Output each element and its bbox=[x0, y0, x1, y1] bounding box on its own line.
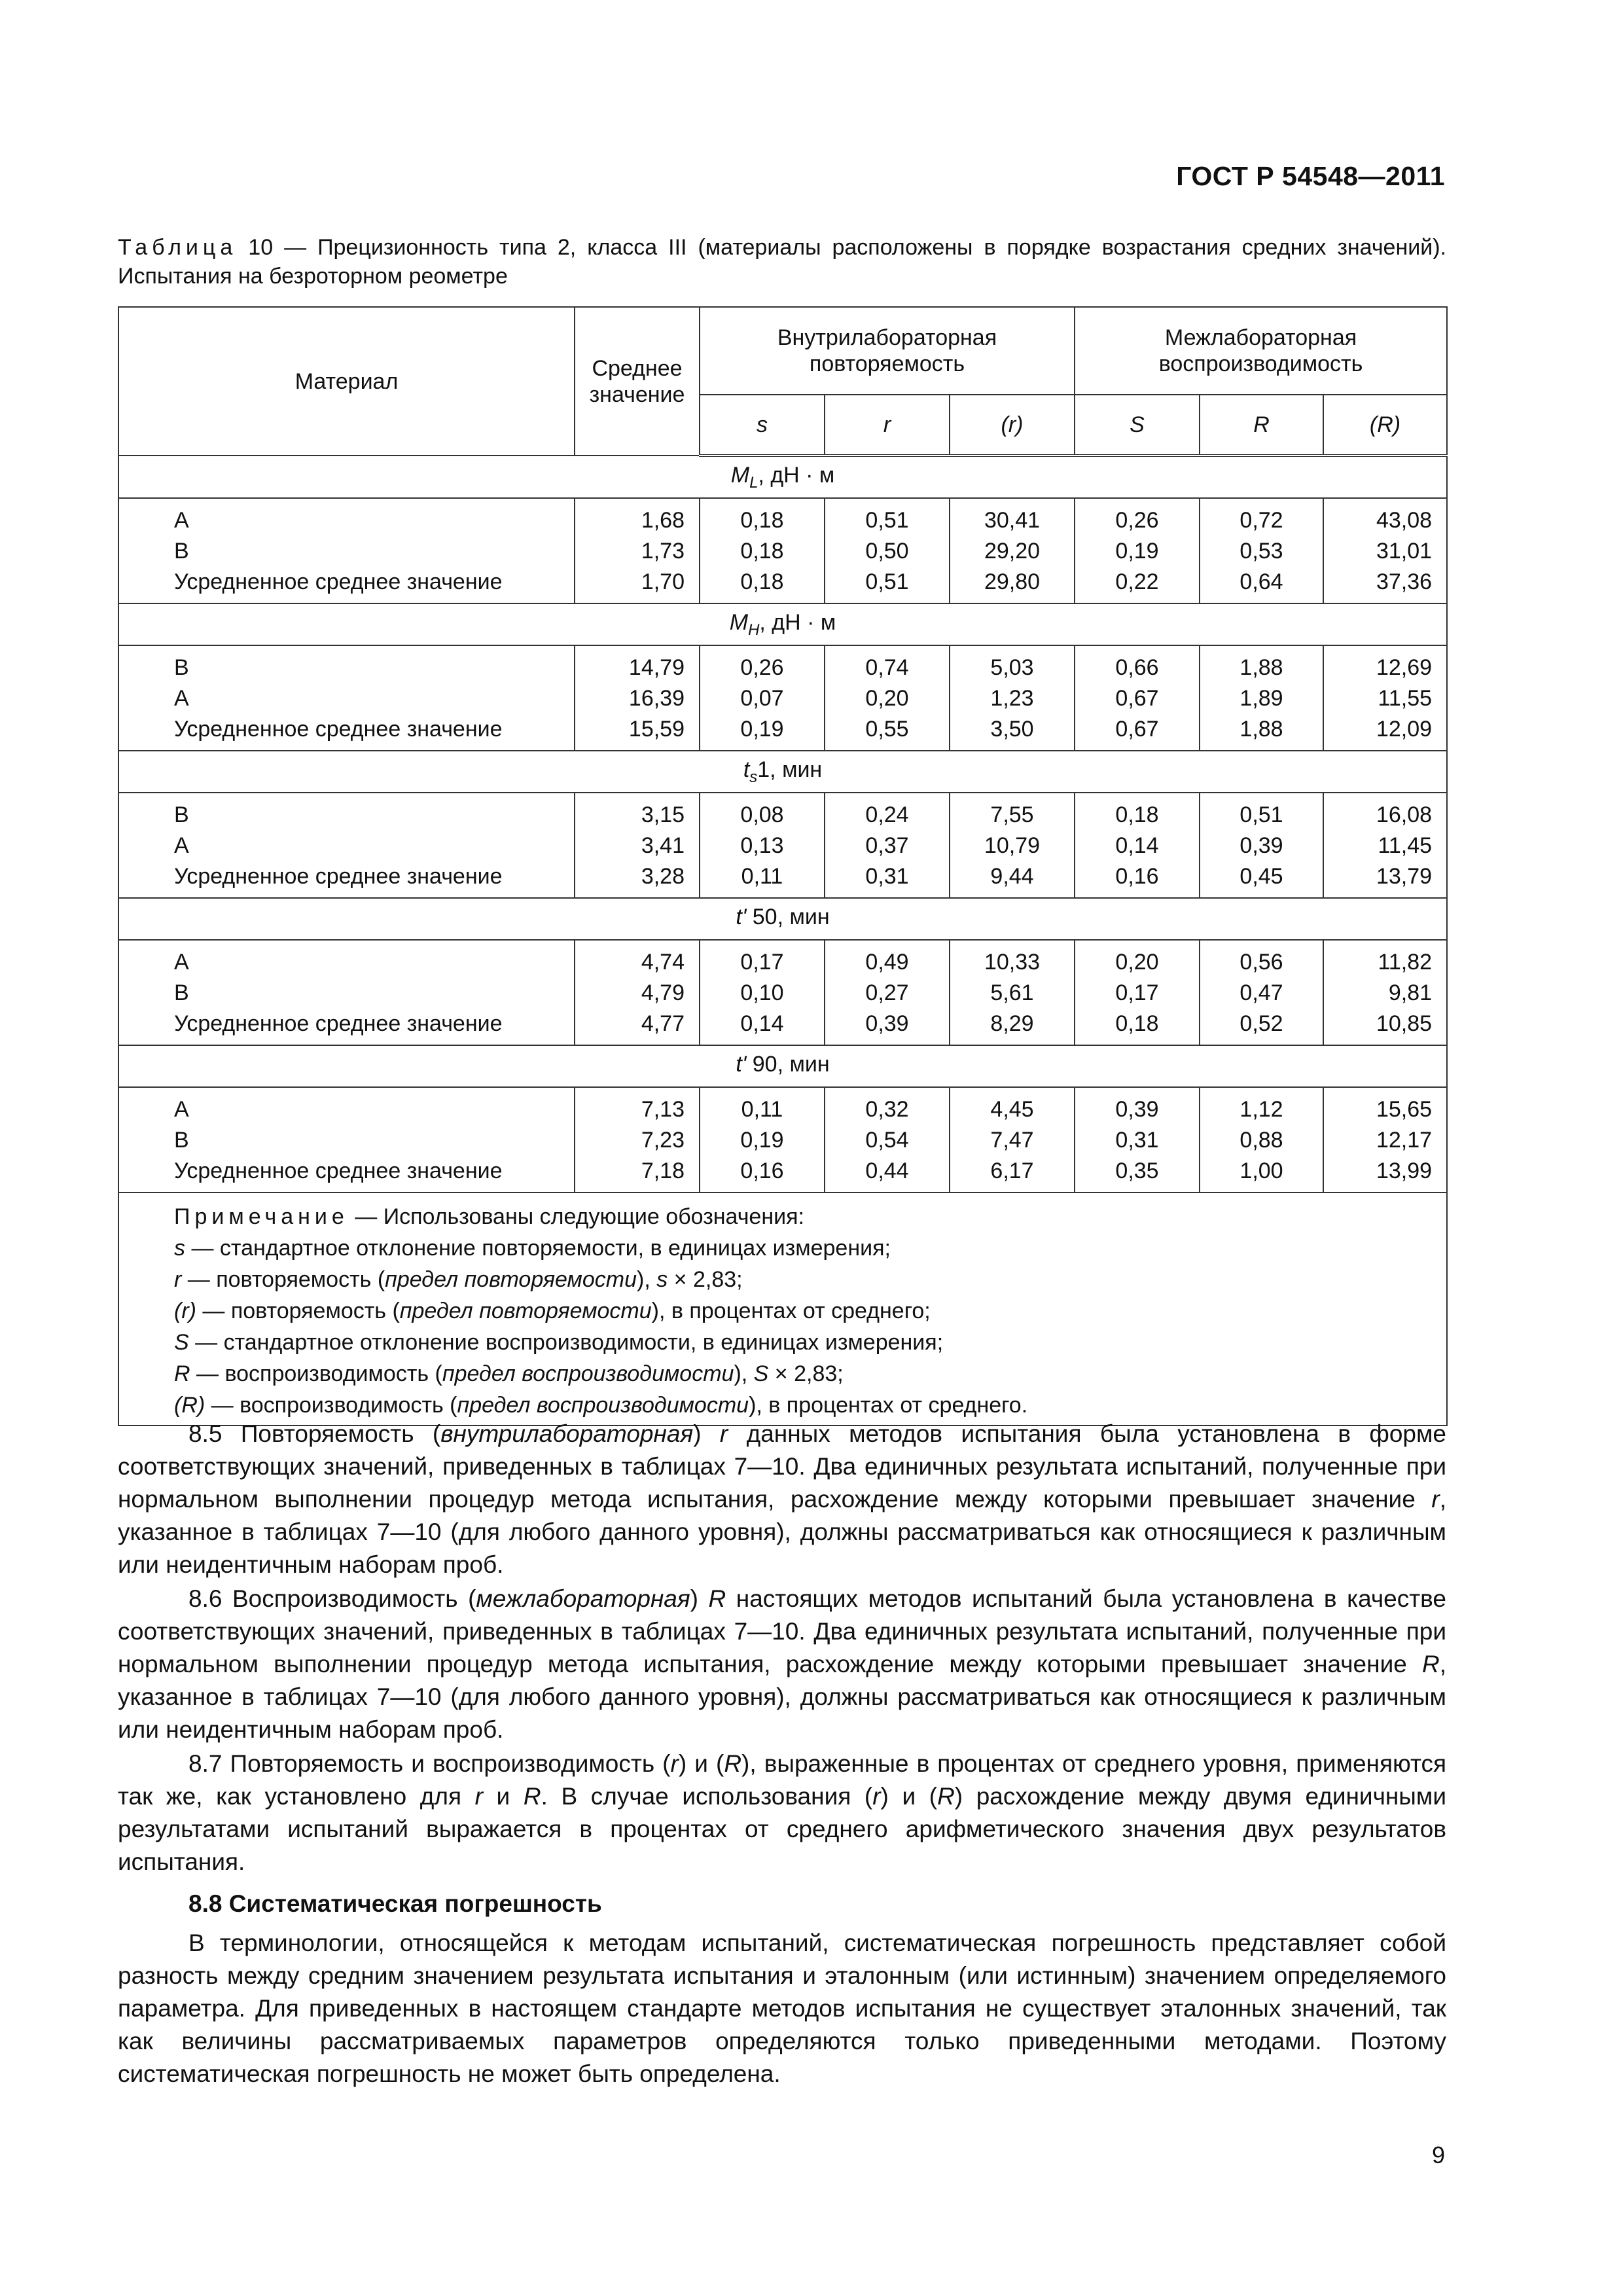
header-r-percent: (r) bbox=[950, 395, 1075, 456]
cell-s: 0,08 bbox=[740, 802, 784, 827]
p85-symbol-r: r bbox=[719, 1420, 728, 1447]
cell-r-percent-column bbox=[950, 1087, 1075, 1193]
cell-mean-column bbox=[575, 1087, 700, 1193]
p85-symbol-r2: r bbox=[1431, 1486, 1440, 1513]
cell-R-percent: 12,69 bbox=[1376, 655, 1433, 680]
section-title bbox=[118, 456, 1447, 498]
cell-material: А bbox=[174, 508, 189, 533]
cell-material-column bbox=[118, 793, 575, 898]
section-header-row bbox=[118, 603, 1447, 645]
cell-s: 0,10 bbox=[740, 980, 784, 1005]
cell-r-percent: 30,41 bbox=[984, 508, 1041, 533]
cell-material-column bbox=[118, 498, 575, 603]
p86-italic: межлабораторная bbox=[476, 1585, 690, 1612]
section-title-symbol: M bbox=[730, 462, 750, 488]
cell-s: 0,26 bbox=[740, 655, 784, 680]
cell-S: 0,22 bbox=[1115, 569, 1159, 594]
cell-r-percent: 3,50 bbox=[990, 717, 1034, 742]
cell-r-percent: 10,79 bbox=[984, 833, 1041, 858]
p85-italic: внутрилабораторная bbox=[440, 1420, 694, 1447]
cell-R: 0,88 bbox=[1240, 1128, 1283, 1153]
cell-R-column bbox=[1200, 1087, 1323, 1193]
cell-R: 0,72 bbox=[1240, 508, 1283, 533]
cell-material-column bbox=[118, 940, 575, 1045]
cell-r: 0,44 bbox=[865, 1158, 909, 1183]
cell-S: 0,14 bbox=[1115, 833, 1159, 858]
cell-S: 0,31 bbox=[1115, 1128, 1159, 1153]
cell-material: В bbox=[174, 802, 189, 827]
cell-r-percent: 4,45 bbox=[990, 1097, 1034, 1122]
cell-S-column bbox=[1075, 793, 1200, 898]
cell-s-column bbox=[700, 645, 825, 751]
cell-mean-column bbox=[575, 498, 700, 603]
note-text: ), bbox=[734, 1361, 754, 1386]
note-symbol: r bbox=[174, 1267, 182, 1292]
note-intro bbox=[174, 1201, 1446, 1232]
cell-mean-column bbox=[575, 645, 700, 751]
cell-mean: 3,15 bbox=[641, 802, 685, 827]
cell-material: Усредненное среднее значение bbox=[174, 1011, 503, 1036]
section-title bbox=[118, 1045, 1447, 1087]
cell-R-percent: 37,36 bbox=[1376, 569, 1433, 594]
cell-S-column bbox=[1075, 940, 1200, 1045]
cell-r-percent-column bbox=[950, 645, 1075, 751]
cell-R-percent: 11,45 bbox=[1378, 833, 1433, 858]
body-text bbox=[118, 1418, 1446, 2090]
note-symbol: s bbox=[656, 1267, 668, 1292]
p87-symbol-R2: R bbox=[523, 1783, 541, 1810]
cell-s: 0,19 bbox=[740, 1128, 784, 1153]
cell-S: 0,20 bbox=[1115, 950, 1159, 975]
p87-text-b: ) и ( bbox=[678, 1750, 724, 1777]
note-italic: предел воспроизводимости bbox=[442, 1361, 734, 1386]
cell-R: 1,12 bbox=[1240, 1097, 1283, 1122]
cell-R-percent: 43,08 bbox=[1376, 508, 1433, 533]
paragraph-8-7 bbox=[118, 1748, 1446, 1878]
cell-R: 0,52 bbox=[1240, 1011, 1283, 1036]
cell-r-column bbox=[825, 645, 950, 751]
table-note bbox=[118, 1193, 1447, 1426]
cell-mean: 7,13 bbox=[641, 1097, 685, 1122]
cell-mean: 1,73 bbox=[641, 539, 685, 564]
paragraph-8-8: В терминологии, относящейся к методам испытаний, систематическая погрешность представляет собой разность между средним значением результата испытания и эталонным (или истинным) значением определяемого параметра. Для приведенных в настоящем стандарте методов испытания не существует эталонных значений, так как величины рассматриваемых параметров определяются только приведенными методами. Поэтому систематическая погрешность не может быть определена. bbox=[118, 1929, 1446, 2087]
cell-mean: 7,18 bbox=[641, 1158, 685, 1183]
cell-s: 0,18 bbox=[740, 508, 784, 533]
p87-symbol-R: R bbox=[724, 1750, 742, 1777]
note-text: ), в процентах от среднего. bbox=[749, 1393, 1028, 1418]
p87-symbol-R3: R bbox=[937, 1783, 955, 1810]
cell-R-percent: 31,01 bbox=[1376, 539, 1433, 564]
cell-S: 0,67 bbox=[1115, 686, 1159, 711]
note-intro-text: — Использованы следующие обозначения: bbox=[348, 1204, 804, 1229]
cell-R-percent-column bbox=[1323, 645, 1447, 751]
section-title-subscript: H bbox=[748, 620, 760, 639]
p85-text-c: данных методов испытания была установлена в форме соответствующих значений, приведенных в таблицах 7—10. Два единичных результата испытаний, полученные при нормальном выполнении процедур метода испытания, расхождение между которыми превышает значение bbox=[118, 1420, 1446, 1513]
cell-s-column bbox=[700, 940, 825, 1045]
cell-r: 0,32 bbox=[865, 1097, 909, 1122]
cell-r-column bbox=[825, 498, 950, 603]
note-label: Примечание bbox=[174, 1204, 349, 1229]
cell-S: 0,67 bbox=[1115, 717, 1159, 742]
cell-mean: 4,74 bbox=[641, 950, 685, 975]
p85-text-b: ) bbox=[693, 1420, 720, 1447]
cell-mean: 4,77 bbox=[641, 1011, 685, 1036]
cell-R-column bbox=[1200, 793, 1323, 898]
p87-symbol-r2: r bbox=[474, 1783, 483, 1810]
cell-R: 1,00 bbox=[1240, 1158, 1283, 1183]
page-number: 9 bbox=[1431, 2142, 1445, 2168]
document-code: ГОСТ Р 54548—2011 bbox=[1176, 161, 1445, 191]
p85-text-d: , указанное в таблицах 7—10 (для любого данного уровня), должны рассматриваться как относящиеся к различным или неидентичным наборам проб. bbox=[118, 1486, 1446, 1578]
cell-S: 0,17 bbox=[1115, 980, 1159, 1005]
cell-R: 0,64 bbox=[1240, 569, 1283, 594]
cell-s: 0,19 bbox=[740, 717, 784, 742]
cell-mean-column bbox=[575, 793, 700, 898]
cell-mean: 1,68 bbox=[641, 508, 685, 533]
section-title bbox=[118, 898, 1447, 940]
cell-mean: 3,28 bbox=[641, 864, 685, 889]
cell-R: 1,89 bbox=[1240, 686, 1283, 711]
cell-r: 0,27 bbox=[865, 980, 909, 1005]
p86-symbol-R2: R bbox=[1421, 1651, 1440, 1677]
p87-symbol-r: r bbox=[670, 1750, 679, 1777]
cell-material: В bbox=[174, 539, 189, 564]
precision-table bbox=[118, 306, 1448, 1426]
cell-r-percent: 5,61 bbox=[990, 980, 1034, 1005]
cell-material: Усредненное среднее значение bbox=[174, 717, 503, 742]
cell-r: 0,50 bbox=[865, 539, 909, 564]
section-title-unit: , дН · м bbox=[759, 609, 836, 635]
cell-r: 0,49 bbox=[865, 950, 909, 975]
cell-s: 0,13 bbox=[740, 833, 784, 858]
cell-R: 0,53 bbox=[1240, 539, 1283, 564]
cell-mean: 7,23 bbox=[641, 1128, 685, 1153]
cell-R-percent: 12,17 bbox=[1376, 1128, 1433, 1153]
cell-S: 0,66 bbox=[1115, 655, 1159, 680]
table-row-group bbox=[118, 645, 1447, 751]
note-text: — стандартное отклонение повторяемости, в единицах измерения; bbox=[185, 1236, 891, 1261]
header-R: R bbox=[1200, 395, 1323, 456]
note-text: ), в процентах от среднего; bbox=[651, 1299, 931, 1323]
note-italic: предел воспроизводимости bbox=[457, 1393, 749, 1418]
p86-text-b: ) bbox=[690, 1585, 709, 1612]
note-line bbox=[174, 1295, 1446, 1327]
note-italic: предел повторяемости bbox=[399, 1299, 652, 1323]
note-line bbox=[174, 1390, 1446, 1421]
note-line bbox=[174, 1232, 1446, 1264]
cell-r-percent-column bbox=[950, 793, 1075, 898]
cell-r-column bbox=[825, 1087, 950, 1193]
section-title-symbol: t bbox=[743, 757, 750, 782]
note-text: — воспроизводимость ( bbox=[190, 1361, 442, 1386]
section-title-subscript: L bbox=[749, 473, 758, 492]
section-title-symbol: t' bbox=[736, 1051, 747, 1077]
cell-R-percent: 10,85 bbox=[1376, 1011, 1433, 1036]
cell-mean: 14,79 bbox=[628, 655, 685, 680]
cell-s: 0,17 bbox=[740, 950, 784, 975]
cell-R: 0,45 bbox=[1240, 864, 1283, 889]
cell-R-column bbox=[1200, 645, 1323, 751]
p86-text-c: настоящих методов испытаний была установлена в качестве соответствующих значений, приведенных в таблицах 7—10. Два единичных результата испытаний, полученные при нормальном выполнении процедур метода испытания, расхождение между которыми превышает значение bbox=[118, 1585, 1446, 1677]
cell-r: 0,37 bbox=[865, 833, 909, 858]
section-title-subscript: s bbox=[749, 768, 758, 786]
cell-R-percent: 13,99 bbox=[1376, 1158, 1433, 1183]
cell-s: 0,18 bbox=[740, 539, 784, 564]
cell-s-column bbox=[700, 793, 825, 898]
header-mean: Среднее значение bbox=[575, 307, 700, 456]
table-row-group bbox=[118, 1087, 1447, 1193]
section-title-symbol: t' bbox=[736, 904, 747, 929]
table-body bbox=[118, 456, 1447, 1193]
cell-R-percent: 11,82 bbox=[1378, 950, 1433, 975]
cell-r-percent: 29,80 bbox=[984, 569, 1041, 594]
cell-r: 0,55 bbox=[865, 717, 909, 742]
note-text: × 2,83; bbox=[668, 1267, 743, 1292]
cell-r-percent: 8,29 bbox=[990, 1011, 1034, 1036]
section-header-row bbox=[118, 456, 1447, 498]
cell-mean: 16,39 bbox=[628, 686, 685, 711]
p85-text-a: 8.5 Повторяемость ( bbox=[188, 1420, 441, 1447]
section-header-row bbox=[118, 751, 1447, 793]
cell-material: В bbox=[174, 655, 189, 680]
p87-symbol-r3: r bbox=[872, 1783, 881, 1810]
cell-R-percent: 13,79 bbox=[1376, 864, 1433, 889]
cell-S: 0,19 bbox=[1115, 539, 1159, 564]
cell-material: А bbox=[174, 686, 189, 711]
cell-r-percent-column bbox=[950, 498, 1075, 603]
cell-s-column bbox=[700, 498, 825, 603]
cell-R: 1,88 bbox=[1240, 717, 1283, 742]
cell-R: 0,47 bbox=[1240, 980, 1283, 1005]
section-title-unit: 50, мин bbox=[746, 904, 830, 929]
section-title-unit: 90, мин bbox=[746, 1051, 830, 1077]
cell-r-percent: 29,20 bbox=[984, 539, 1041, 564]
section-title bbox=[118, 751, 1447, 793]
cell-r-percent: 7,47 bbox=[990, 1128, 1034, 1153]
cell-S: 0,35 bbox=[1115, 1158, 1159, 1183]
cell-material: А bbox=[174, 950, 189, 975]
cell-mean-column bbox=[575, 940, 700, 1045]
note-line bbox=[174, 1264, 1446, 1295]
cell-r: 0,54 bbox=[865, 1128, 909, 1153]
note-line bbox=[174, 1358, 1446, 1390]
cell-S-column bbox=[1075, 498, 1200, 603]
cell-R-percent: 16,08 bbox=[1376, 802, 1433, 827]
note-text: — воспроизводимость ( bbox=[205, 1393, 457, 1418]
note-text: — стандартное отклонение воспроизводимости, в единицах измерения; bbox=[188, 1330, 944, 1355]
p87-text-f: ) и ( bbox=[880, 1783, 938, 1810]
cell-R-percent-column bbox=[1323, 940, 1447, 1045]
cell-S: 0,18 bbox=[1115, 1011, 1159, 1036]
note-lines bbox=[174, 1232, 1446, 1421]
cell-R-percent: 9,81 bbox=[1388, 980, 1433, 1005]
header-material: Материал bbox=[118, 307, 575, 456]
cell-r-percent: 10,33 bbox=[984, 950, 1041, 975]
p87-text-g: ) расхождение между двумя единичными результатами испытаний выражается в процентах от среднего арифметического значения двух результатов испытания. bbox=[118, 1783, 1446, 1875]
cell-mean: 15,59 bbox=[628, 717, 685, 742]
cell-R-percent-column bbox=[1323, 1087, 1447, 1193]
cell-R-column bbox=[1200, 940, 1323, 1045]
section-title-symbol: M bbox=[729, 609, 749, 635]
note-text: — повторяемость ( bbox=[181, 1267, 385, 1292]
table-row-group bbox=[118, 498, 1447, 603]
cell-r: 0,51 bbox=[865, 508, 909, 533]
cell-r-percent: 6,17 bbox=[990, 1158, 1034, 1183]
cell-s: 0,07 bbox=[740, 686, 784, 711]
paragraph-8-6 bbox=[118, 1583, 1446, 1746]
cell-S-column bbox=[1075, 1087, 1200, 1193]
cell-R-percent-column bbox=[1323, 793, 1447, 898]
table-caption-text: 10 — Прецизионность типа 2, класса III (материалы расположены в порядке возрастания средних значений). Испытания на безроторном реометре bbox=[118, 235, 1446, 289]
cell-s: 0,18 bbox=[740, 569, 784, 594]
cell-material: Усредненное среднее значение bbox=[174, 569, 503, 594]
cell-material: Усредненное среднее значение bbox=[174, 864, 503, 889]
note-text: × 2,83; bbox=[768, 1361, 844, 1386]
cell-R: 0,56 bbox=[1240, 950, 1283, 975]
cell-S: 0,16 bbox=[1115, 864, 1159, 889]
note-text: ), bbox=[637, 1267, 657, 1292]
p86-text-d: , указанное в таблицах 7—10 (для любого данного уровня), должны рассматриваться как относящиеся к различным или неидентичным наборам проб. bbox=[118, 1651, 1446, 1743]
cell-R-percent: 15,65 bbox=[1376, 1097, 1433, 1122]
cell-r: 0,74 bbox=[865, 655, 909, 680]
cell-r-percent: 7,55 bbox=[990, 802, 1034, 827]
cell-r: 0,31 bbox=[865, 864, 909, 889]
cell-R: 0,51 bbox=[1240, 802, 1283, 827]
cell-S: 0,18 bbox=[1115, 802, 1159, 827]
note-line bbox=[174, 1327, 1446, 1358]
cell-r-column bbox=[825, 793, 950, 898]
note-symbol: (r) bbox=[174, 1299, 196, 1323]
p87-text-a: 8.7 Повторяемость и воспроизводимость ( bbox=[188, 1750, 671, 1777]
section-title bbox=[118, 603, 1447, 645]
cell-s: 0,16 bbox=[740, 1158, 784, 1183]
cell-r-percent: 5,03 bbox=[990, 655, 1034, 680]
paragraph-8-5 bbox=[118, 1418, 1446, 1581]
p87-text-e: . В случае использования ( bbox=[541, 1783, 873, 1810]
header-S: S bbox=[1075, 395, 1200, 456]
cell-r-percent: 1,23 bbox=[990, 686, 1034, 711]
cell-mean: 1,70 bbox=[641, 569, 685, 594]
header-R-percent: (R) bbox=[1323, 395, 1447, 456]
section-title-unit: , дН · м bbox=[758, 462, 835, 488]
cell-R-percent: 11,55 bbox=[1378, 686, 1433, 711]
header-reproducibility: Межлабораторная воспроизводимость bbox=[1075, 307, 1447, 395]
section-header-row bbox=[118, 1045, 1447, 1087]
table-row-group bbox=[118, 793, 1447, 898]
cell-material: В bbox=[174, 980, 189, 1005]
cell-s: 0,14 bbox=[740, 1011, 784, 1036]
note-symbol: S bbox=[753, 1361, 769, 1386]
cell-material: В bbox=[174, 1128, 189, 1153]
cell-material: Усредненное среднее значение bbox=[174, 1158, 503, 1183]
section-heading-8-8: 8.8 Систематическая погрешность bbox=[188, 1890, 602, 1917]
cell-R-percent-column bbox=[1323, 498, 1447, 603]
cell-r: 0,24 bbox=[865, 802, 909, 827]
note-italic: предел повторяемости bbox=[385, 1267, 637, 1292]
cell-R-column bbox=[1200, 498, 1323, 603]
cell-material-column bbox=[118, 1087, 575, 1193]
cell-s: 0,11 bbox=[741, 864, 783, 889]
cell-S-column bbox=[1075, 645, 1200, 751]
note-symbol: R bbox=[174, 1361, 190, 1386]
cell-R: 0,39 bbox=[1240, 833, 1283, 858]
note-symbol: (R) bbox=[174, 1393, 205, 1418]
p87-text-d: и bbox=[482, 1783, 524, 1810]
cell-material: А bbox=[174, 1097, 189, 1122]
cell-mean: 4,79 bbox=[641, 980, 685, 1005]
cell-material: А bbox=[174, 833, 189, 858]
cell-s: 0,11 bbox=[741, 1097, 783, 1122]
cell-s-column bbox=[700, 1087, 825, 1193]
p86-symbol-R: R bbox=[708, 1585, 726, 1612]
cell-r: 0,20 bbox=[865, 686, 909, 711]
cell-S: 0,26 bbox=[1115, 508, 1159, 533]
section-header-row bbox=[118, 898, 1447, 940]
note-symbol: S bbox=[174, 1330, 189, 1355]
header-r: r bbox=[825, 395, 950, 456]
cell-R-percent: 12,09 bbox=[1376, 717, 1433, 742]
p86-text-a: 8.6 Воспроизводимость ( bbox=[188, 1585, 476, 1612]
table-row-group bbox=[118, 940, 1447, 1045]
section-title-unit: 1, мин bbox=[757, 757, 823, 782]
cell-r-percent: 9,44 bbox=[990, 864, 1034, 889]
table-caption bbox=[118, 233, 1446, 291]
cell-R: 1,88 bbox=[1240, 655, 1283, 680]
cell-S: 0,39 bbox=[1115, 1097, 1159, 1122]
p87-text-c: ), выраженные в процентах от среднего уровня, применяются так же, как установлено для bbox=[118, 1750, 1447, 1810]
table-caption-label: Таблица bbox=[118, 235, 238, 260]
note-text: — повторяемость ( bbox=[196, 1299, 400, 1323]
note-symbol: s bbox=[174, 1236, 185, 1261]
cell-r: 0,51 bbox=[865, 569, 909, 594]
cell-r: 0,39 bbox=[865, 1011, 909, 1036]
cell-mean: 3,41 bbox=[641, 833, 685, 858]
header-s: s bbox=[700, 395, 825, 456]
cell-r-percent-column bbox=[950, 940, 1075, 1045]
cell-material-column bbox=[118, 645, 575, 751]
header-repeatability: Внутрилабораторная повторяемость bbox=[700, 307, 1075, 395]
cell-r-column bbox=[825, 940, 950, 1045]
